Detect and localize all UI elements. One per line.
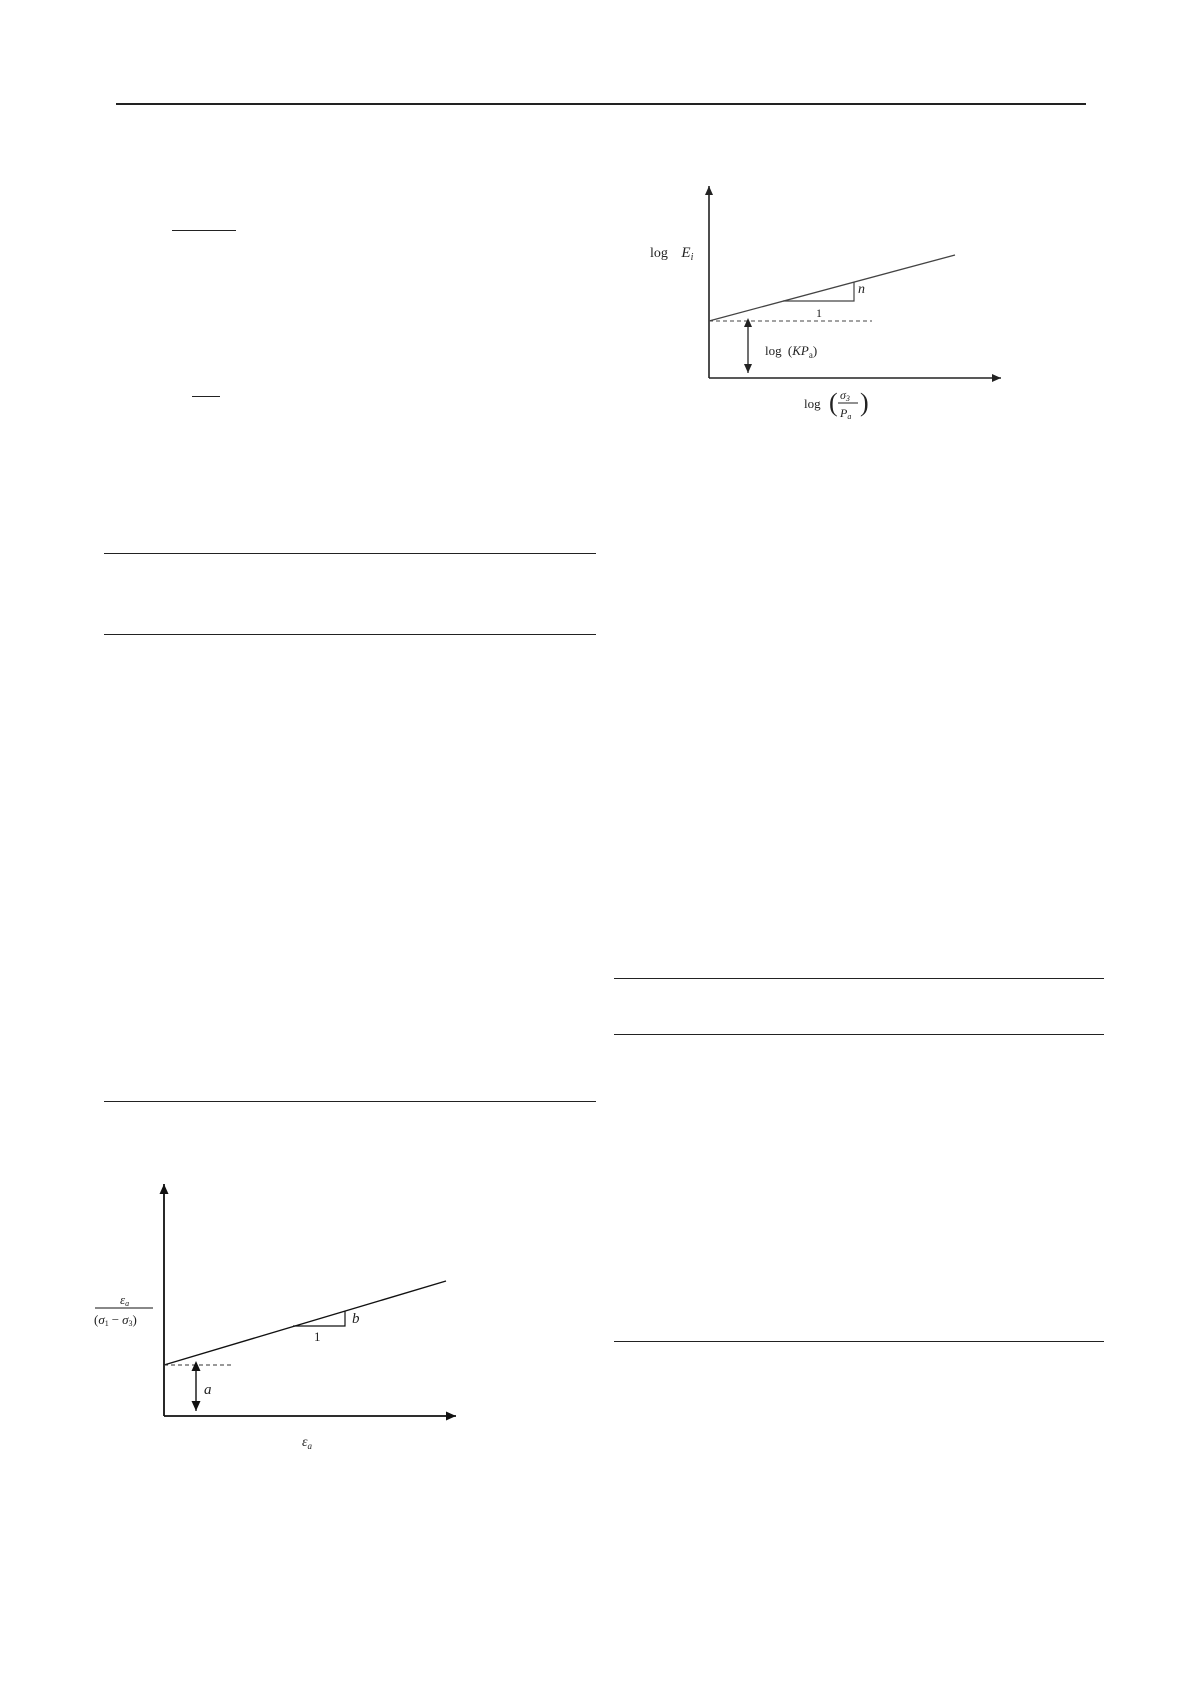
slope-label: n [858, 282, 865, 297]
header-rule [116, 103, 1086, 105]
svg-text:(: ( [829, 388, 838, 417]
run-label: 1 [816, 306, 822, 320]
svg-text:σ3: σ3 [840, 388, 850, 403]
intercept-label: a [204, 1382, 212, 1398]
trend-line [709, 255, 955, 321]
y-axis-label: log $E_i$ [650, 245, 694, 263]
svg-text:): ) [860, 388, 869, 417]
equation-fraction-bar [172, 230, 236, 231]
svg-text:log (KPa): log $(KP_a)$ [765, 343, 818, 360]
table-bottom-rule [104, 1101, 596, 1102]
table-header-rule [104, 634, 596, 635]
y-axis-label [94, 1292, 153, 1328]
table-bottom-rule [614, 1341, 1104, 1342]
svg-text:Pa: Pa [840, 406, 852, 421]
svg-text:(σ1−σ3): (σ1 − σ3) [94, 1312, 137, 1328]
figure-modulus-vs-confining [620, 180, 1020, 430]
figure-hyperbolic-transform [90, 1180, 470, 1450]
equation-fraction-bar [192, 396, 220, 397]
slope-label: b [352, 1311, 360, 1327]
table-header-rule [614, 1034, 1104, 1035]
x-axis-label: $\varepsilon_a$ [302, 1435, 313, 1450]
run-label: 1 [314, 1329, 321, 1344]
trend-line [164, 1281, 446, 1365]
x-axis-label [804, 388, 869, 421]
svg-text:εa: εa [120, 1292, 130, 1308]
table-top-rule [614, 978, 1104, 979]
intercept-label [765, 343, 817, 360]
table-top-rule [104, 553, 596, 554]
svg-text:log: log [804, 396, 821, 411]
